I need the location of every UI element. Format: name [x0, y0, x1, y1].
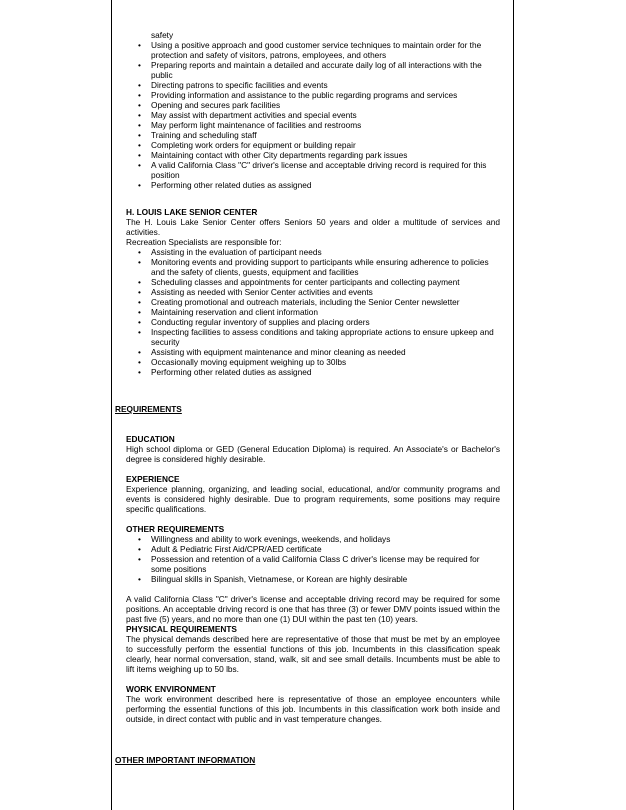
senior-center-heading: H. LOUIS LAKE SENIOR CENTER — [126, 207, 258, 217]
list-item: • Adult & Pediatric First Aid/CPR/AED certificate — [136, 544, 500, 554]
list-item: • Training and scheduling staff — [136, 130, 501, 140]
list-item: • Using a positive approach and good customer service techniques to maintain order for the protection and safety of visitors, patrons, employees, and others — [136, 40, 501, 60]
work-environment-heading: WORK ENVIRONMENT — [126, 684, 216, 694]
left-border-line — [111, 0, 112, 810]
driving-record-note: A valid California Class "C" driver's license and acceptable driving record may be required for some positions. An acceptable driving record is one that has three (3) or fewer DMV points issued within the past five (5) years, and no more than one (1) DUI within the past ten (10) years. — [126, 594, 500, 624]
list-item: • Maintaining contact with other City departments regarding park issues — [136, 150, 501, 160]
list-item: • A valid California Class "C" driver's license and acceptable driving record is required for this position — [136, 160, 501, 180]
list-item: • Conducting regular inventory of supplies and placing orders — [136, 317, 500, 327]
top-duties-section — [136, 30, 501, 190]
list-item: • Occasionally moving equipment weighing up to 30lbs — [136, 357, 500, 367]
requirements-section — [126, 434, 500, 724]
list-item: • Willingness and ability to work evenings, weekends, and holidays — [136, 534, 500, 544]
other-info-title: OTHER IMPORTANT INFORMATION — [115, 755, 256, 765]
list-item: • Creating promotional and outreach materials, including the Senior Center newsletter — [136, 297, 500, 307]
other-requirements-list — [136, 534, 500, 584]
list-item: • Possession and retention of a valid California Class C driver's license may be required for some positions — [136, 554, 500, 574]
requirements-title: REQUIREMENTS — [115, 404, 182, 414]
senior-center-lead: Recreation Specialists are responsible for: — [126, 237, 282, 247]
physical-requirements-text: The physical demands described here are representative of those that must be met by an employee to successfully perform the essential functions of this job. Incumbents in this classification speak clearly, hear normal conversation, stand, walk, sit and see small details. Incumbents must be able to lift items weighing up to 50 lbs. — [126, 634, 500, 674]
list-item: • Completing work orders for equipment or building repair — [136, 140, 501, 150]
experience-text: Experience planning, organizing, and leading social, educational, and/or community programs and events is considered highly desirable. Due to program requirements, some positions may require specific qualifications. — [126, 484, 500, 514]
list-item: • Inspecting facilities to assess conditions and taking appropriate actions to ensure upkeep and security — [136, 327, 500, 347]
other-requirements-heading: OTHER REQUIREMENTS — [126, 524, 225, 534]
list-item: • May perform light maintenance of facilities and restrooms — [136, 120, 501, 130]
list-item: • Performing other related duties as assigned — [136, 180, 501, 190]
work-environment-text: The work environment described here is representative of those an employee encounters while performing the essential functions of this job. Incumbents in this classification work both inside and outside, in direct contact with public and in vast temperature changes. — [126, 694, 500, 724]
list-item: • Scheduling classes and appointments for center participants and collecting payment — [136, 277, 500, 287]
list-item: safety — [151, 30, 174, 40]
education-text: High school diploma or GED (General Education Diploma) is required. An Associate's or Bachelor's degree is considered highly desirable. — [126, 444, 500, 464]
top-duties-list — [136, 30, 501, 190]
list-item: • Monitoring events and providing support to participants while ensuring adherence to policies and the safety of clients, guests, equipment and facilities — [136, 257, 500, 277]
list-item: • Bilingual skills in Spanish, Vietnamese, or Korean are highly desirable — [136, 574, 500, 584]
senior-center-section — [126, 207, 500, 377]
senior-center-list — [136, 247, 500, 377]
list-item: • Preparing reports and maintain a detailed and accurate daily log of all interactions with the public — [136, 60, 501, 80]
list-item: • Assisting as needed with Senior Center activities and events — [136, 287, 500, 297]
list-item: • Opening and secures park facilities — [136, 100, 501, 110]
experience-heading: EXPERIENCE — [126, 474, 180, 484]
right-border-line — [513, 0, 514, 810]
list-item: • Performing other related duties as assigned — [136, 367, 500, 377]
physical-requirements-heading: PHYSICAL REQUIREMENTS — [126, 624, 237, 634]
list-item: • Maintaining reservation and client information — [136, 307, 500, 317]
list-item: • Providing information and assistance to the public regarding programs and services — [136, 90, 501, 100]
list-item: • Assisting in the evaluation of participant needs — [136, 247, 500, 257]
list-item: • May assist with department activities and special events — [136, 110, 501, 120]
senior-center-intro: The H. Louis Lake Senior Center offers Seniors 50 years and older a multitude of services and activities. — [126, 217, 500, 237]
education-heading: EDUCATION — [126, 434, 175, 444]
list-item: • Assisting with equipment maintenance and minor cleaning as needed — [136, 347, 500, 357]
list-item: • Directing patrons to specific facilities and events — [136, 80, 501, 90]
